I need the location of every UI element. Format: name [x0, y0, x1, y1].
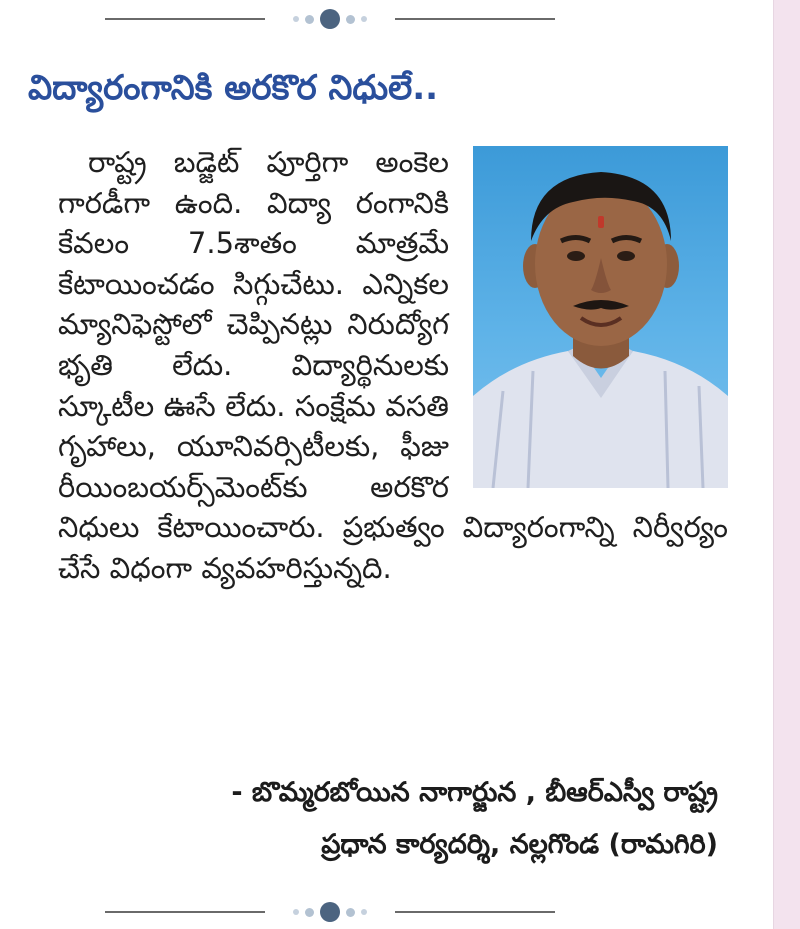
divider-line-left: [105, 911, 265, 913]
divider-dots: [271, 902, 389, 922]
divider-dot: [361, 909, 367, 915]
divider-dot: [305, 15, 314, 24]
article-headline: విద్యారంగానికి అరకొర నిధులే..: [28, 68, 439, 108]
divider-dot: [293, 909, 299, 915]
top-ornament-divider: [105, 9, 555, 29]
author-signature-line-2: ప్రధాన కార్యదర్శి, నల్లగొండ (రామగిరి): [321, 829, 718, 860]
divider-dot: [293, 16, 299, 22]
bottom-ornament-divider: [105, 902, 555, 922]
divider-dots: [271, 9, 389, 29]
article-body: [58, 142, 728, 589]
divider-dot: [346, 908, 355, 917]
person-portrait-photo: [473, 146, 728, 488]
page-edge-band: [774, 0, 800, 929]
author-signature-line-1: - బొమ్మరబోయిన నాగార్జున , బీఆర్ఎస్వీ రాష్ట్ర: [231, 777, 718, 808]
article-body-text: రాష్ట్ర బడ్జెట్ పూర్తిగా అంకెల గారడీగా ఉంది. విద్యా రంగానికి కేవలం 7.5శాతం మాత్రమే కేటాయించడం సిగ్గుచేటు. ఎన్నికల మ్యానిఫెస్టోలో చెప్పినట్లు నిరుద్యోగ భృతి లేదు. విద్యార్థినులకు స్కూటీల ఊసే లేదు. సంక్షేమ వసతి గృహాలు, యూనివర్సిటీలకు, ఫీజు రీయింబయర్స్‌మెంట్‌కు అరకొర నిధులు కేటాయించారు. ప్రభుత్వం విద్యారంగాన్ని నిర్వీర్యం చేసే విధంగా వ్యవహరిస్తున్నది.: [58, 145, 728, 585]
divider-dot: [346, 15, 355, 24]
divider-dot: [305, 908, 314, 917]
divider-line-right: [395, 911, 555, 913]
divider-line-right: [395, 18, 555, 20]
divider-dot: [361, 16, 367, 22]
portrait-illustration: [473, 146, 728, 488]
divider-dot-center: [320, 902, 340, 922]
divider-dot-center: [320, 9, 340, 29]
divider-line-left: [105, 18, 265, 20]
